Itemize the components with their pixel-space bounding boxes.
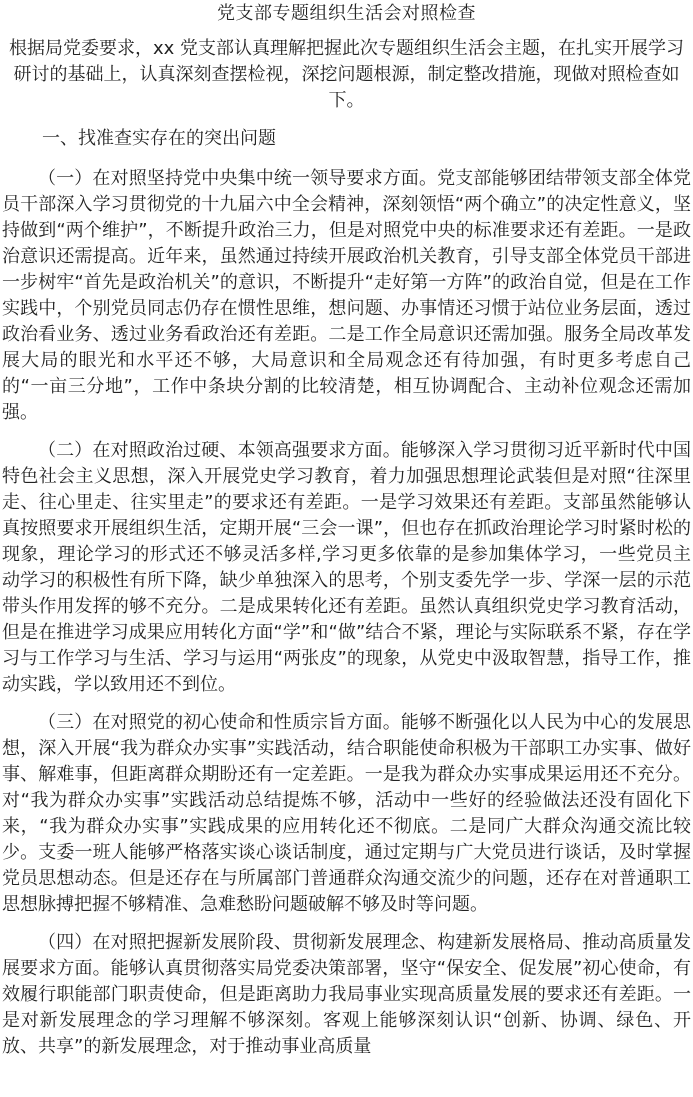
section-heading: 一、找准查实存在的突出问题 xyxy=(42,128,276,149)
document-title: 党支部专题组织生活会对照检查 xyxy=(217,3,476,24)
paragraph-3: （三）在对照党的初心使命和性质宗旨方面。能够不断强化以人民为中心的发展思想，深入开展“我为群众办实事”实践活动，结合职能使命积极为干部职工办实事、做好事、解难事，但距离群众期盼还有一定差距。一是我为群众办实事成果运用还不充分。对“我为群众办实事”实践活动总结提炼不够，活动中一些好的经验做法还没有固化下来，“我为群众办实事”实践成果的应用转化还不彻底。二是同广大群众沟通交流比较少。支委一班人能够严格落实谈心谈话制度，通过定期与广大党员进行谈话，及时掌握党员思想动态。但是还存在与所属部门普通群众沟通交流少的问题，还存在对普通职工思想脉搏把握不够精准、急难愁盼问题破解不够及时等问题。 xyxy=(2,712,691,915)
intro-paragraph: 根据局党委要求，xx 党支部认真理解把握此次专题组织生活会主题，在扎实开展学习研讨的基础上，认真深刻查摆检视，深挖问题根源，制定整改措施，现做对照检查如下。 xyxy=(8,38,685,111)
paragraph-2: （二）在对照政治过硬、本领高强要求方面。能够深入学习贯彻习近平新时代中国特色社会主义思想，深入开展党史学习教育，着力加强思想理论武装但是对照“往深里走、往心里走、往实里走”的要求还有差距。一是学习效果还有差距。支部虽然能够认真按照要求开展组织生活，定期开展“三会一课”，但也存在抓政治理论学习时紧时松的现象，理论学习的形式还不够灵活多样,学习更多依靠的是参加集体学习，一些党员主动学习的积极性有所下降，缺少单独深入的思考，个别支委先学一步、学深一层的示范带头作用发挥的够不充分。二是成果转化还有差距。虽然认真组织党史学习教育活动，但是在推进学习成果应用转化方面“学”和“做”结合不紧，理论与实际联系不紧，存在学习与工作学习与生活、学习与运用“两张皮”的现象，从党史中汲取智慧，指导工作，推动实践，学以致用还不到位。 xyxy=(2,440,691,695)
paragraph-1: （一）在对照坚持党中央集中统一领导要求方面。党支部能够团结带领支部全体党员干部深入学习贯彻党的十九届六中全会精神，深刻领悟“两个确立”的决定性意义，坚持做到“两个维护”，不断提升政治三力，但是对照党中央的标准要求还有差距。一是政治意识还需提高。近年来，虽然通过持续开展政治机关教育，引导支部全体党员干部进一步树牢“首先是政治机关”的意识，不断提升“走好第一方阵”的政治自觉，但是在工作实践中，个别党员同志仍存在惯性思维，想问题、办事情还习惯于站位业务层面，透过政治看业务、透过业务看政治还有差距。二是工作全局意识还需加强。服务全局改革发展大局的眼光和水平还不够，大局意识和全局观念还有待加强，有时更多考虑自己的“一亩三分地”，工作中条块分割的比较清楚，相互协调配合、主动补位观念还需加强。 xyxy=(2,168,691,423)
paragraph-4: （四）在对照把握新发展阶段、贯彻新发展理念、构建新发展格局、推动高质量发展要求方面。能够认真贯彻落实局党委决策部署，坚守“保安全、促发展”初心使命，有效履行职能部门职责使命，但是距离助力我局事业实现高质量发展的要求还有差距。一是对新发展理念的学习理解不够深刻。客观上能够深刻认识“创新、协调、绿色、开放、共享”的新发展理念，对于推动事业高质量 xyxy=(2,932,691,1057)
